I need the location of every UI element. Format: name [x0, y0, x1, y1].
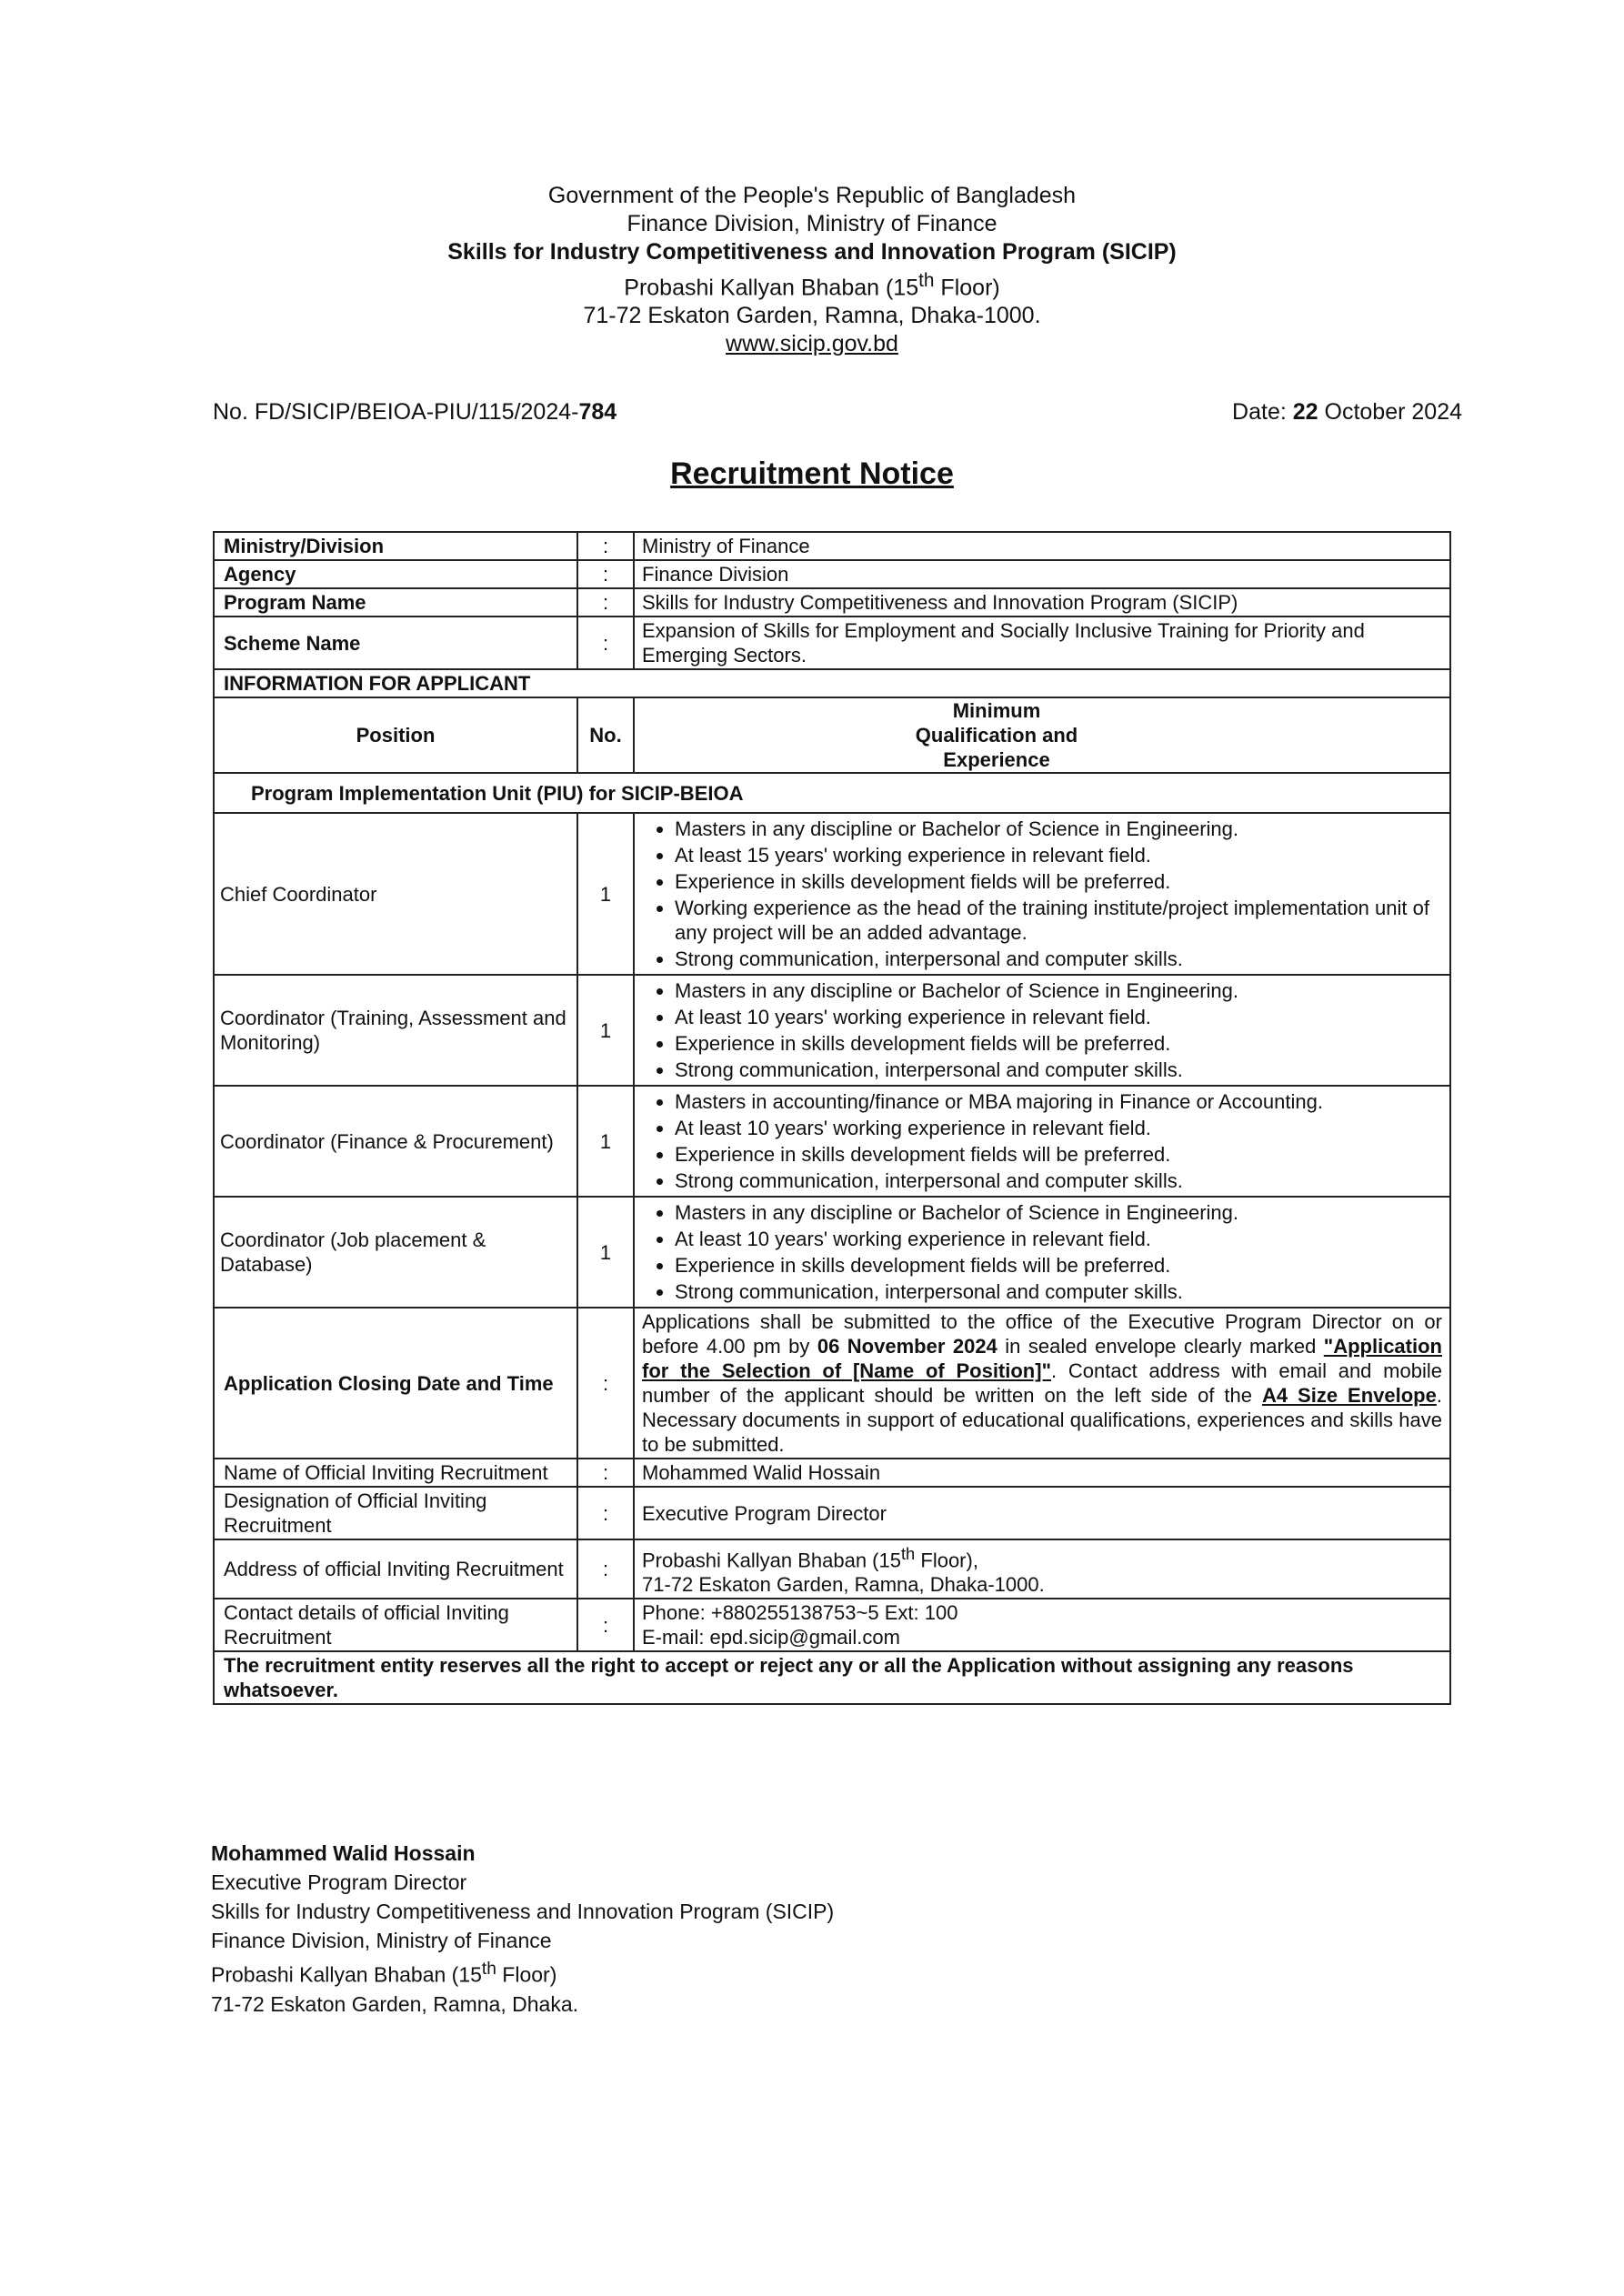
position-requirements	[634, 975, 1450, 1086]
official-label: Name of Official Inviting Recruitment	[214, 1459, 577, 1487]
requirements-list	[642, 978, 1442, 1082]
requirements-list	[642, 1200, 1442, 1304]
col-position-header: Position	[214, 697, 577, 773]
official-row	[214, 1487, 1450, 1539]
info-row	[214, 560, 1450, 588]
info-value: Ministry of Finance	[634, 532, 1450, 560]
reference-number	[213, 399, 617, 426]
info-label: Ministry/Division	[214, 532, 577, 560]
signatory-address: 71-72 Eskaton Garden, Ramna, Dhaka.	[211, 1991, 579, 2016]
official-value: Mohammed Walid Hossain	[634, 1459, 1450, 1487]
requirement-item: • Strong communication, interpersonal and computer skills.	[675, 947, 1442, 971]
address-line-2: 71-72 Eskaton Garden, Ramna, Dhaka-1000.	[642, 1573, 1045, 1597]
date-label: Date:	[1232, 399, 1293, 425]
official-value: Executive Program Director	[634, 1487, 1450, 1539]
position-requirements	[634, 1086, 1450, 1197]
date-day: 22	[1292, 399, 1318, 425]
closing-deadline: 06 November 2024	[817, 1335, 997, 1358]
address-value	[634, 1539, 1450, 1599]
position-requirements	[634, 813, 1450, 975]
requirement-item: • Masters in any discipline or Bachelor of Science in Engineering.	[675, 1200, 1442, 1225]
address-label: Address of official Inviting Recruitment	[214, 1539, 577, 1599]
signature-block	[211, 1839, 834, 2019]
requirement-item: • Experience in skills development fields will be preferred.	[675, 1142, 1442, 1167]
building-line	[0, 266, 1624, 302]
position-row	[214, 813, 1450, 975]
signatory-division: Finance Division, Ministry of Finance	[211, 1929, 552, 1952]
official-row	[214, 1459, 1450, 1487]
info-label: Program Name	[214, 588, 577, 617]
info-value: Expansion of Skills for Employment and Socially Inclusive Training for Priority and Emerging Sectors.	[634, 617, 1450, 669]
position-title: Coordinator (Job placement & Database)	[214, 1197, 577, 1308]
applicant-header: INFORMATION FOR APPLICANT	[214, 669, 1450, 697]
col-no-header: No.	[577, 697, 634, 773]
official-colon: :	[577, 1487, 634, 1539]
position-row	[214, 1197, 1450, 1308]
closing-text-4: . Necessary documents in support of educational qualifications, experiences and skills have to be submitted.	[642, 1384, 1442, 1456]
building-text: Probashi Kallyan Bhaban (15	[624, 275, 919, 301]
disclaimer: The recruitment entity reserves all the right to accept or reject any or all the Application without assigning any reasons whatsoever.	[214, 1651, 1450, 1704]
address-sup: th	[900, 1544, 916, 1563]
position-count: 1	[577, 1086, 634, 1197]
building-sup: th	[918, 270, 935, 291]
disclaimer-row	[214, 1651, 1450, 1704]
building-floor: Floor)	[934, 275, 1000, 301]
positions-header-row	[214, 697, 1450, 773]
requirement-item: • At least 10 years' working experience in relevant field.	[675, 1116, 1442, 1140]
position-count: 1	[577, 975, 634, 1086]
info-colon: :	[577, 532, 634, 560]
info-colon: :	[577, 617, 634, 669]
requirement-item: • Working experience as the head of the training institute/project implementation unit of any project will be an added advantage.	[675, 896, 1442, 945]
requirement-item: • Strong communication, interpersonal and computer skills.	[675, 1058, 1442, 1082]
info-value: Finance Division	[634, 560, 1450, 588]
signatory-program: Skills for Industry Competitiveness and Innovation Program (SICIP)	[211, 1900, 835, 1923]
contact-value	[634, 1599, 1450, 1651]
closing-colon: :	[577, 1308, 634, 1459]
requirement-item: • Experience in skills development fields will be preferred.	[675, 869, 1442, 894]
signatory-building-floor: Floor)	[496, 1962, 557, 1987]
closing-marking: "Application for the Selection of [Name of Position]"	[642, 1335, 1442, 1382]
info-row	[214, 617, 1450, 669]
requirement-item: • Masters in any discipline or Bachelor of Science in Engineering.	[675, 978, 1442, 1003]
contact-colon: :	[577, 1599, 634, 1651]
notice-table	[213, 531, 1451, 1705]
closing-text-3: . Contact address with email and mobile number of the applicant should be written on the left side of the	[642, 1359, 1442, 1407]
contact-label: Contact details of official Inviting Recruitment	[214, 1599, 577, 1651]
requirement-item: • At least 10 years' working experience in relevant field.	[675, 1227, 1442, 1251]
requirement-item: • Masters in any discipline or Bachelor of Science in Engineering.	[675, 817, 1442, 841]
position-title: Coordinator (Finance & Procurement)	[214, 1086, 577, 1197]
address-building: Probashi Kallyan Bhaban (15	[642, 1549, 901, 1572]
positions-body	[214, 813, 1450, 1308]
closing-text-1: Applications shall be submitted to the office of the Executive Program Director on or before 4.00 pm by	[642, 1310, 1442, 1358]
position-requirements	[634, 1197, 1450, 1308]
info-colon: :	[577, 560, 634, 588]
requirement-item: • Strong communication, interpersonal and computer skills.	[675, 1168, 1442, 1193]
signatory-building-text: Probashi Kallyan Bhaban (15	[211, 1962, 482, 1987]
signatory-name: Mohammed Walid Hossain	[211, 1841, 476, 1865]
unit-title: Program Implementation Unit (PIU) for SICIP-BEIOA	[214, 773, 1450, 813]
requirement-item: • Experience in skills development fields will be preferred.	[675, 1031, 1442, 1056]
closing-row	[214, 1308, 1450, 1459]
requirement-item: • Masters in accounting/finance or MBA majoring in Finance or Accounting.	[675, 1089, 1442, 1114]
closing-label: Application Closing Date and Time	[214, 1308, 577, 1459]
position-title: Coordinator (Training, Assessment and Monitoring)	[214, 975, 577, 1086]
requirement-item: • Experience in skills development fields will be preferred.	[675, 1253, 1442, 1278]
address-line: 71-72 Eskaton Garden, Ramna, Dhaka-1000.	[583, 303, 1041, 329]
info-label: Scheme Name	[214, 617, 577, 669]
division-line: Finance Division, Ministry of Finance	[627, 211, 997, 236]
requirement-item: • Strong communication, interpersonal and computer skills.	[675, 1279, 1442, 1304]
requirements-list	[642, 817, 1442, 971]
website-link[interactable]: www.sicip.gov.bd	[726, 331, 898, 357]
position-count: 1	[577, 813, 634, 975]
contact-phone: Phone: +880255138753~5 Ext: 100	[642, 1601, 958, 1625]
reference-serial: 784	[578, 399, 617, 425]
position-row	[214, 1086, 1450, 1197]
signatory-designation: Executive Program Director	[211, 1870, 467, 1894]
position-count: 1	[577, 1197, 634, 1308]
program-line: Skills for Industry Competitiveness and Innovation Program (SICIP)	[447, 239, 1177, 265]
notice-date	[1232, 399, 1462, 426]
contact-row	[214, 1599, 1450, 1651]
reference-label: No. FD/SICIP/BEIOA-PIU/115/2024-	[213, 399, 579, 425]
position-row	[214, 975, 1450, 1086]
info-row	[214, 532, 1450, 560]
info-value: Skills for Industry Competitiveness and Innovation Program (SICIP)	[634, 588, 1450, 617]
position-title: Chief Coordinator	[214, 813, 577, 975]
official-colon: :	[577, 1459, 634, 1487]
applicant-header-row	[214, 669, 1450, 697]
address-line-1	[642, 1541, 1442, 1572]
signatory-building	[211, 1955, 834, 1990]
letterhead	[0, 182, 1624, 358]
address-colon: :	[577, 1539, 634, 1599]
info-row	[214, 588, 1450, 617]
requirements-list	[642, 1089, 1442, 1193]
col-qualification-header: Minimum Qualification and Experience	[634, 697, 1450, 773]
closing-envelope: A4 Size Envelope	[1261, 1384, 1437, 1407]
address-floor: Floor),	[915, 1549, 978, 1572]
government-line: Government of the People's Republic of Bangladesh	[547, 183, 1077, 208]
requirement-item: • At least 15 years' working experience in relevant field.	[675, 843, 1442, 867]
requirement-item: • At least 10 years' working experience in relevant field.	[675, 1005, 1442, 1029]
signatory-building-sup: th	[481, 1960, 496, 1979]
closing-text-2: in sealed envelope clearly marked	[997, 1335, 1324, 1358]
official-label: Designation of Official Inviting Recruitment	[214, 1487, 577, 1539]
contact-email[interactable]: E-mail: epd.sicip@gmail.com	[642, 1626, 900, 1649]
address-row	[214, 1539, 1450, 1599]
info-label: Agency	[214, 560, 577, 588]
info-colon: :	[577, 588, 634, 617]
page-title: Recruitment Notice	[670, 456, 954, 491]
unit-title-row	[214, 773, 1450, 813]
date-rest: October 2024	[1318, 399, 1462, 425]
closing-text	[634, 1308, 1450, 1459]
